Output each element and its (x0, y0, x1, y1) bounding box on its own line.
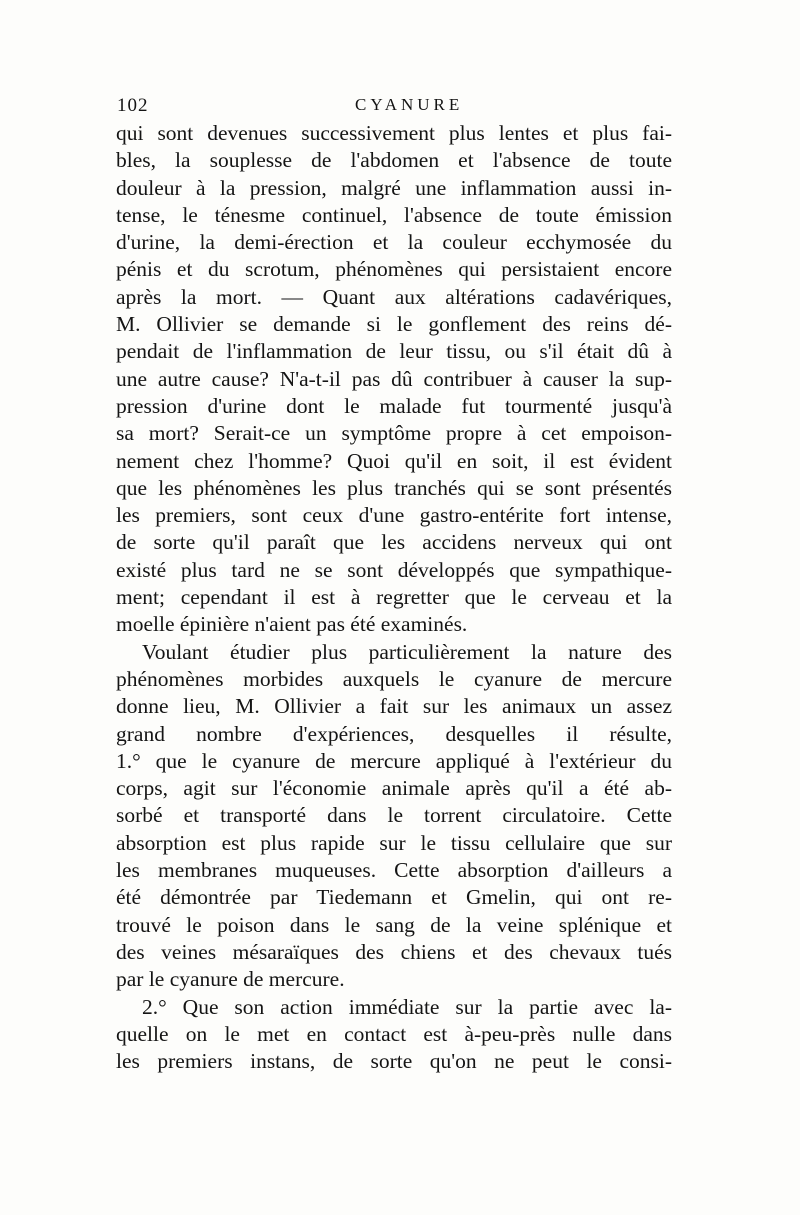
text-line: tense, le ténesme continuel, l'absence de toute émission (116, 202, 672, 227)
text-line: pression d'urine dont le malade fut tourmenté jusqu'à (116, 393, 672, 418)
text-line: de sorte qu'il paraît que les accidens nerveux qui ont (116, 530, 672, 555)
text-line: corps, agit sur l'économie animale après qu'il a été ab- (116, 776, 672, 801)
page-number: 102 (117, 95, 149, 116)
text-line: été démontrée par Tiedemann et Gmelin, qui ont re- (116, 885, 672, 910)
text-line: une autre cause? N'a-t-il pas dû contribuer à causer la sup- (116, 366, 672, 391)
text-line: pendait de l'inflammation de leur tissu, ou s'il était dû à (116, 339, 672, 364)
text-line: après la mort. — Quant aux altérations cadavériques, (116, 284, 672, 309)
text-line: absorption est plus rapide sur le tissu cellulaire que sur (116, 830, 672, 855)
text-line: les premiers, sont ceux d'une gastro-entérite fort intense, (116, 503, 672, 528)
paragraph-end-line: moelle épinière n'aient pas été examinés. (116, 612, 468, 637)
text-line: donne lieu, M. Ollivier a fait sur les animaux un assez (116, 694, 672, 719)
text-line: douleur à la pression, malgré une inflammation aussi in- (116, 175, 672, 200)
body-text (116, 120, 672, 1075)
paragraph-start-line: 2.° Que son action immédiate sur la partie avec la- (142, 994, 672, 1019)
paragraph-start-line: Voulant étudier plus particulièrement la nature des (142, 639, 672, 664)
text-line: phénomènes morbides auxquels le cyanure de mercure (116, 666, 672, 691)
text-line: bles, la souplesse de l'abdomen et l'absence de toute (116, 148, 672, 173)
text-line: nement chez l'homme? Quoi qu'il en soit, il est évident (116, 448, 672, 473)
text-line: existé plus tard ne se sont développés que sympathique- (116, 557, 672, 582)
text-line: des veines mésaraïques des chiens et des chevaux tués (116, 939, 672, 964)
text-line: M. Ollivier se demande si le gonflement des reins dé- (116, 312, 672, 337)
text-line: quelle on le met en contact est à-peu-près nulle dans (116, 1021, 672, 1046)
text-line: trouvé le poison dans le sang de la veine splénique et (116, 912, 672, 937)
text-line: 1.° que le cyanure de mercure appliqué à l'extérieur du (116, 748, 672, 773)
text-line: sorbé et transporté dans le torrent circulatoire. Cette (116, 803, 672, 828)
text-line: qui sont devenues successivement plus lentes et plus fai- (116, 121, 672, 145)
running-head (117, 95, 677, 121)
text-line: ment; cependant il est à regretter que le cerveau et la (116, 585, 672, 610)
text-line: d'urine, la demi-érection et la couleur ecchymosée du (116, 230, 672, 255)
paragraph-end-line: par le cyanure de mercure. (116, 967, 345, 992)
running-title: CYANURE (355, 95, 464, 114)
text-line: les premiers instans, de sorte qu'on ne peut le consi- (116, 1049, 672, 1074)
text-line: que les phénomènes les plus tranchés qui se sont présentés (116, 475, 672, 500)
text-line: les membranes muqueuses. Cette absorption d'ailleurs a (116, 858, 672, 883)
text-line: pénis et du scrotum, phénomènes qui persistaient encore (116, 257, 672, 282)
text-line: sa mort? Serait-ce un symptôme propre à cet empoison- (116, 421, 672, 446)
text-line: grand nombre d'expériences, desquelles il résulte, (116, 721, 672, 746)
